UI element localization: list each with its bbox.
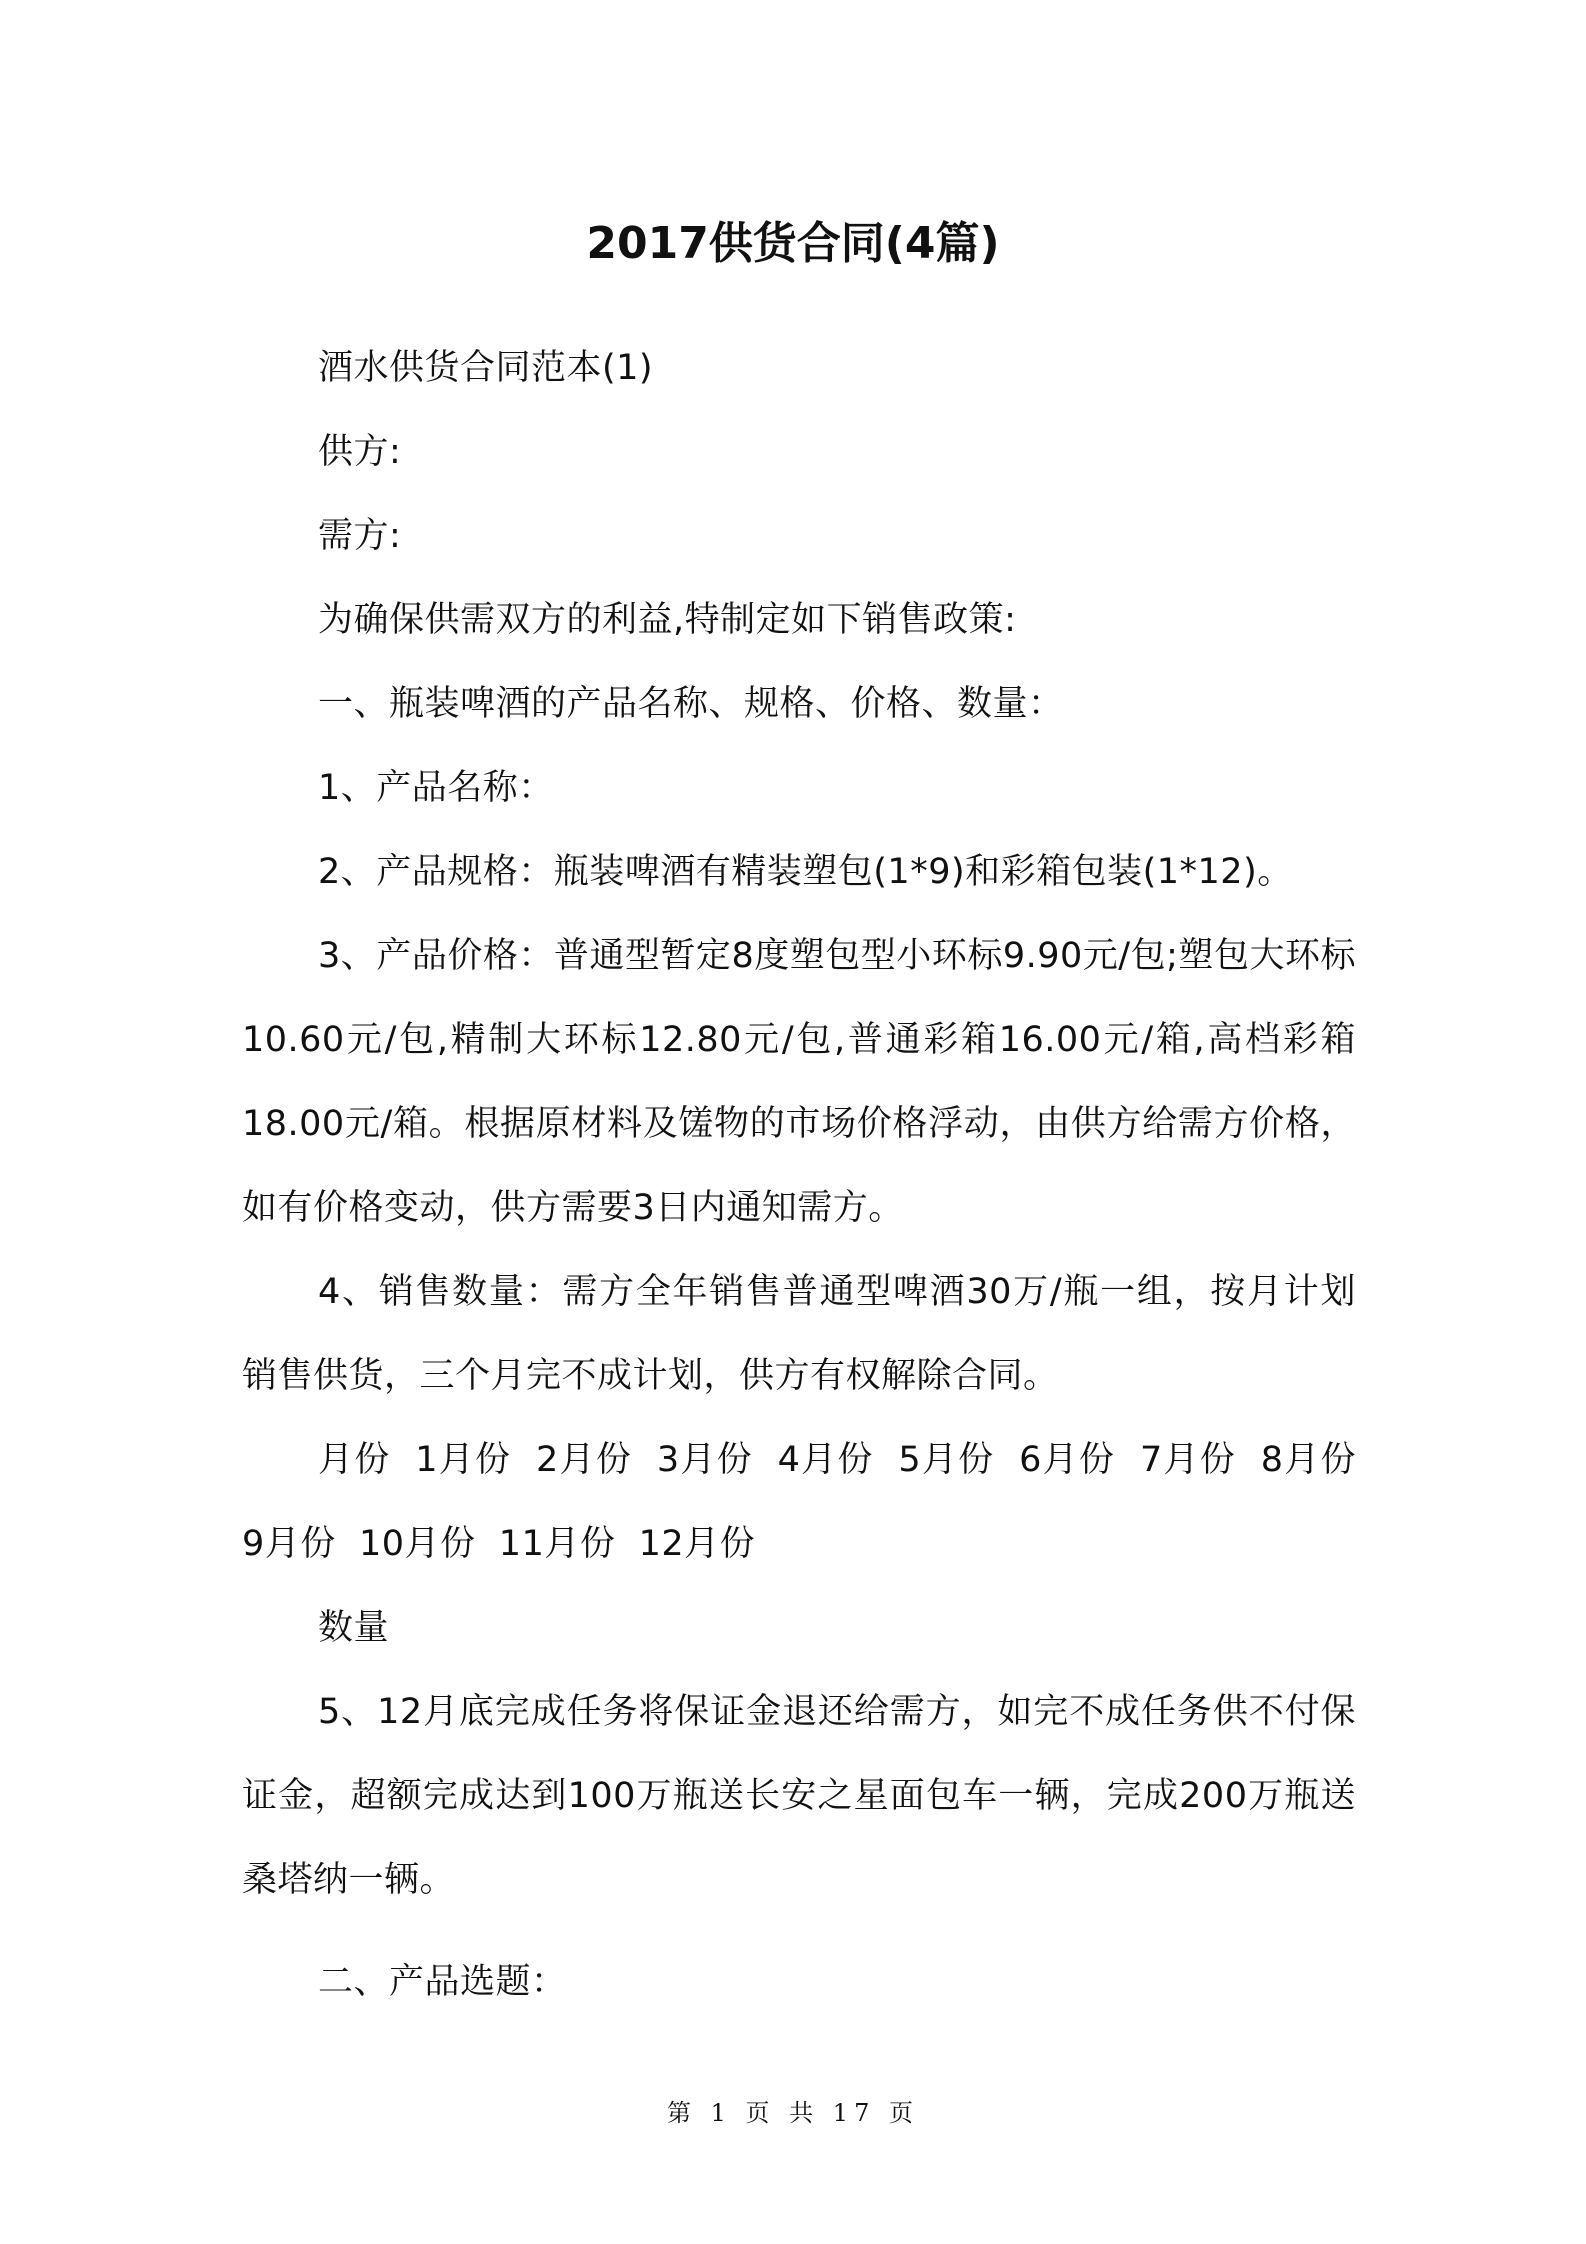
- paragraph-product-name: 1、产品名称：: [318, 768, 554, 808]
- paragraph-product-price: 3、产品价格：普通型暂定8度塑包型小环标9.90元/包;塑包大环标10.60元/包,精制大环标12.80元/包,普通彩箱16.00元/箱,高档彩箱18.00元/箱。根据原材料及馐物的市场价格浮动，由供方给需方价格，如有价格变动，供方需要3日内通知需方。: [242, 936, 1356, 1228]
- paragraph-buyer: 需方:: [318, 516, 402, 556]
- document-title: 2017供货合同(4篇): [586, 218, 1000, 269]
- paragraph-quantity-label: 数量: [318, 1608, 390, 1648]
- paragraph-sales-quantity: 4、销售数量：需方全年销售普通型啤酒30万/瓶一组，按月计划销售供货，三个月完不成计划，供方有权解除合同。: [242, 1272, 1356, 1396]
- paragraph-section-one: 一、瓶装啤酒的产品名称、规格、价格、数量：: [318, 684, 1064, 724]
- paragraph-subtitle: 酒水供货合同范本(1): [318, 348, 654, 388]
- paragraph-section-two: 二、产品选题：: [318, 1962, 567, 2002]
- document-body: [242, 326, 1380, 2024]
- paragraph-months: 月份 1月份 2月份 3月份 4月份 5月份 6月份 7月份 8月份 9月份 10月份 11月份 12月份: [242, 1440, 1380, 1564]
- paragraph-product-spec: 2、产品规格：瓶装啤酒有精装塑包(1*9)和彩箱包装(1*12)。: [318, 852, 1293, 892]
- paragraph-intro: 为确保供需双方的利益,特制定如下销售政策:: [318, 600, 1017, 640]
- paragraph-supplier: 供方:: [318, 432, 402, 472]
- paragraph-deposit-terms: 5、12月底完成任务将保证金退还给需方，如完不成任务供不付保证金，超额完成达到100万瓶送长安之星面包车一辆，完成200万瓶送桑塔纳一辆。: [242, 1692, 1356, 1900]
- page-number: 第 1 页 共 17 页: [667, 2099, 919, 2127]
